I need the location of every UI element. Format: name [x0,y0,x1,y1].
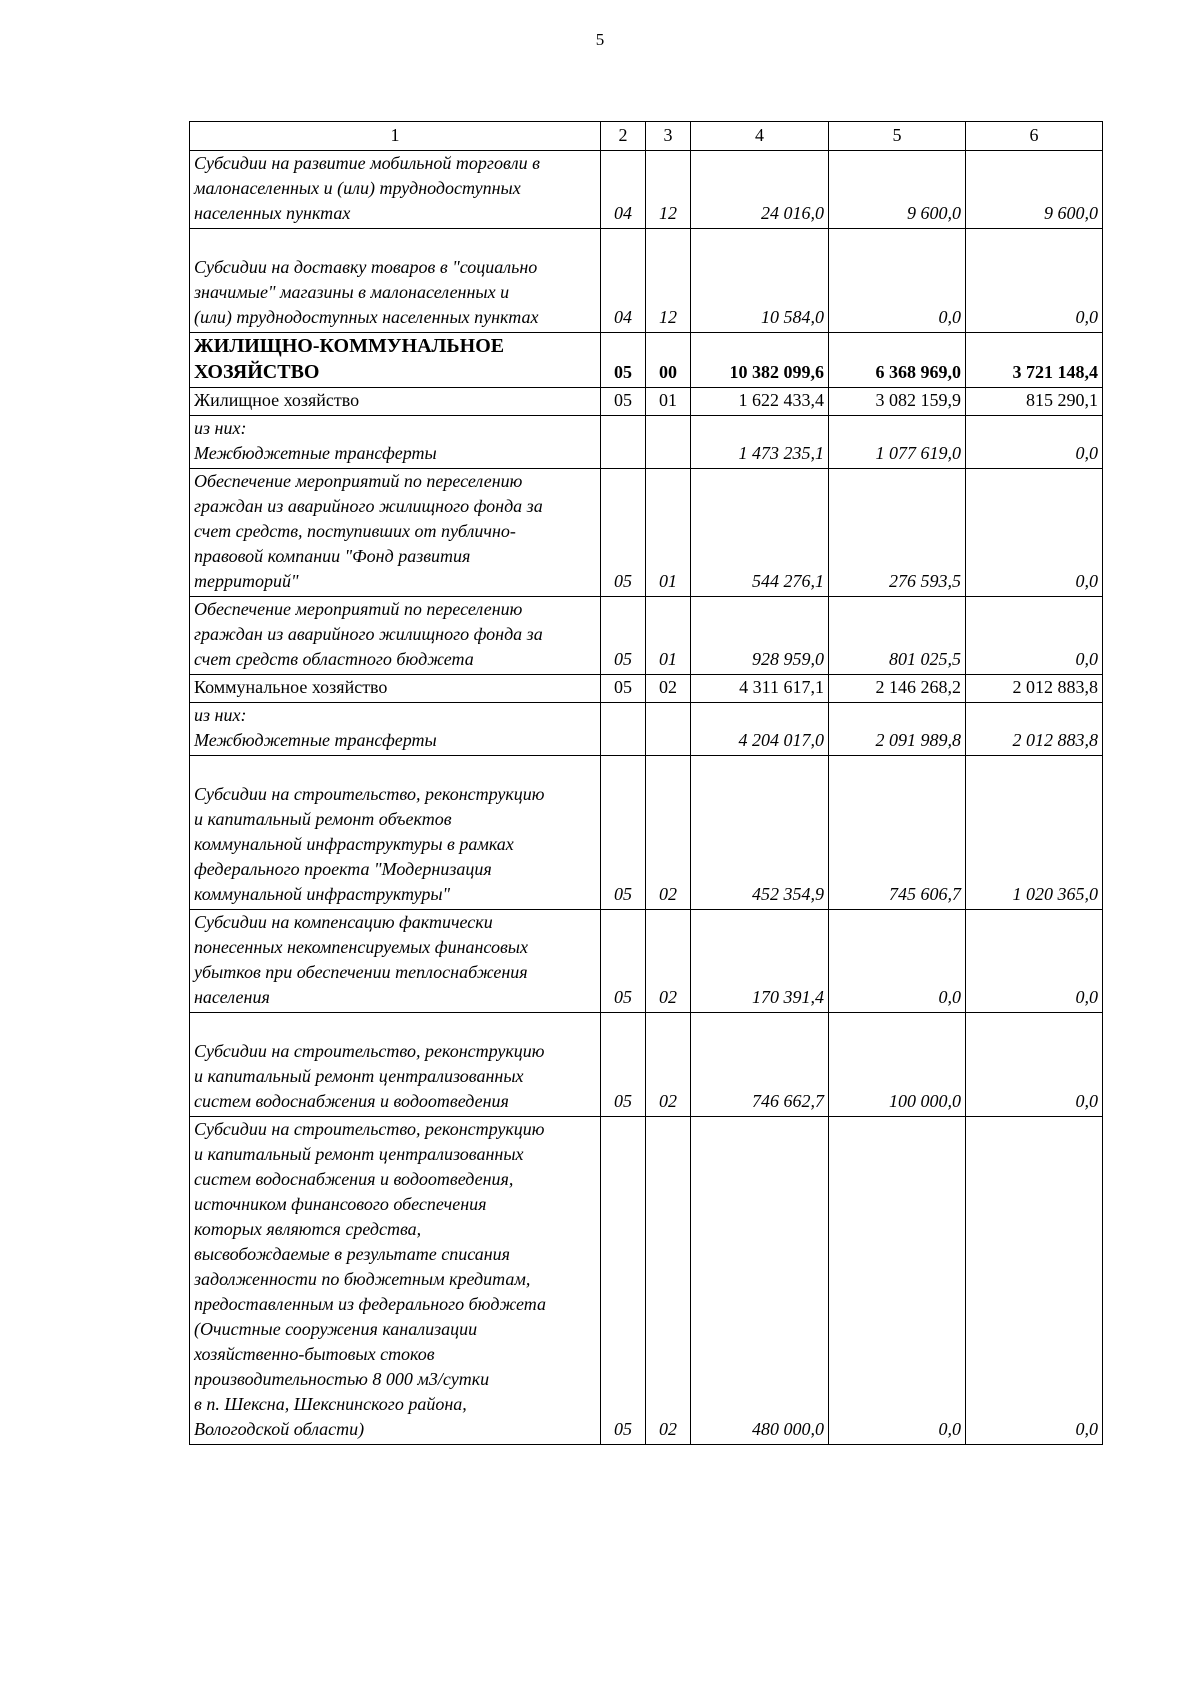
section-code-cell: 05 [601,469,646,597]
value-cell: 2 012 883,8 [966,703,1103,756]
row-name-line: ХОЗЯЙСТВО [194,361,320,383]
subsection-code-cell: 12 [646,151,691,229]
value-cell: 2 091 989,8 [829,703,966,756]
value-cell: 1 622 433,4 [691,388,829,416]
section-code-cell [601,416,646,469]
subsection-code-cell: 02 [646,910,691,1013]
value-cell: 24 016,0 [691,151,829,229]
value-cell: 2 146 268,2 [829,675,966,703]
value-cell: 0,0 [829,1117,966,1445]
row-name-line: Межбюджетные трансферты [194,443,437,463]
row-name-line: малонаселенных и (или) труднодоступных [194,178,521,198]
table-row [190,703,1103,756]
section-code-cell: 05 [601,756,646,910]
value-cell: 0,0 [829,910,966,1013]
row-name-line: в п. Шексна, Шекснинского района, [194,1394,467,1414]
value-cell: 0,0 [966,416,1103,469]
table-row [190,756,1103,910]
header-cell: 5 [829,122,966,151]
row-name-line: и капитальный ремонт централизованных [194,1144,524,1164]
value-cell: 1 077 619,0 [829,416,966,469]
subsection-code-cell: 01 [646,388,691,416]
row-name-line: Обеспечение мероприятий по переселению [194,471,523,491]
value-cell: 10 584,0 [691,229,829,333]
row-name-line: ЖИЛИЩНО-КОММУНАЛЬНОЕ [194,335,505,357]
table-row [190,597,1103,675]
section-code-cell: 05 [601,1013,646,1117]
row-name-line: Субсидии на строительство, реконструкцию [194,784,545,804]
row-name-line: предоставленным из федерального бюджета [194,1294,546,1314]
row-name-line: счет средств областного бюджета [194,649,474,669]
value-cell: 3 721 148,4 [966,333,1103,388]
value-cell: 0,0 [966,229,1103,333]
row-name-line: Вологодской области) [194,1419,365,1439]
subsection-code-cell: 02 [646,1013,691,1117]
subsection-code-cell: 02 [646,756,691,910]
value-cell: 10 382 099,6 [691,333,829,388]
value-cell: 3 082 159,9 [829,388,966,416]
subsection-code-cell [646,416,691,469]
value-cell: 480 000,0 [691,1117,829,1445]
table-row [190,675,1103,703]
table-row [190,910,1103,1013]
value-cell: 746 662,7 [691,1013,829,1117]
row-name-line: и капитальный ремонт объектов [194,809,452,829]
row-name-line: граждан из аварийного жилищного фонда за [194,496,543,516]
value-cell: 100 000,0 [829,1013,966,1117]
row-name-line: из них: [194,418,247,438]
row-name-cell [190,597,601,675]
section-code-cell: 05 [601,1117,646,1445]
table-row [190,388,1103,416]
row-name-line: систем водоснабжения и водоотведения [194,1091,509,1111]
header-cell: 6 [966,122,1103,151]
value-cell: 0,0 [966,597,1103,675]
header-cell: 2 [601,122,646,151]
value-cell: 6 368 969,0 [829,333,966,388]
row-name-cell [190,416,601,469]
row-name-line: Субсидии на строительство, реконструкцию [194,1041,545,1061]
section-code-cell: 05 [601,333,646,388]
subsection-code-cell: 01 [646,597,691,675]
value-cell: 0,0 [829,229,966,333]
row-name-line: коммунальной инфраструктуры" [194,884,451,904]
value-cell: 9 600,0 [829,151,966,229]
row-name-cell [190,151,601,229]
value-cell: 745 606,7 [829,756,966,910]
row-name-line: производительностью 8 000 м3/сутки [194,1369,490,1389]
table-row [190,229,1103,333]
page-number: 5 [595,30,605,49]
value-cell: 801 025,5 [829,597,966,675]
row-name-line: федерального проекта "Модернизация [194,859,492,879]
section-code-cell: 04 [601,151,646,229]
row-name-cell [190,333,601,388]
table-row [190,469,1103,597]
row-name-line: населения [194,987,270,1007]
row-name-cell [190,229,601,333]
header-cell: 4 [691,122,829,151]
section-code-cell [601,703,646,756]
value-cell: 276 593,5 [829,469,966,597]
value-cell: 170 391,4 [691,910,829,1013]
row-name-line: Жилищное хозяйство [194,390,360,410]
table-row [190,151,1103,229]
row-name-line: систем водоснабжения и водоотведения, [194,1169,514,1189]
row-name-cell [190,469,601,597]
header-row [190,122,1103,151]
header-cell: 1 [190,122,601,151]
row-name-cell [190,388,601,416]
row-name-line: высвобождаемые в результате списания [194,1244,511,1264]
value-cell: 1 020 365,0 [966,756,1103,910]
section-code-cell: 05 [601,597,646,675]
row-name-line: Коммунальное хозяйство [194,677,388,697]
row-name-line: источником финансового обеспечения [194,1194,487,1214]
value-cell: 452 354,9 [691,756,829,910]
value-cell: 0,0 [966,469,1103,597]
row-name-line: Субсидии на доставку товаров в "социально [194,257,538,277]
row-name-line: счет средств, поступивших от публично- [194,521,516,541]
value-cell: 544 276,1 [691,469,829,597]
value-cell: 0,0 [966,910,1103,1013]
subsection-code-cell: 01 [646,469,691,597]
row-name-line: понесенных некомпенсируемых финансовых [194,937,528,957]
value-cell: 0,0 [966,1117,1103,1445]
row-name-line: из них: [194,705,247,725]
row-name-line: Обеспечение мероприятий по переселению [194,599,523,619]
row-name-cell [190,756,601,910]
row-name-line: Субсидии на строительство, реконструкцию [194,1119,545,1139]
row-name-line: населенных пунктах [194,203,351,223]
value-cell: 0,0 [966,1013,1103,1117]
value-cell: 1 473 235,1 [691,416,829,469]
value-cell: 9 600,0 [966,151,1103,229]
budget-table [189,121,1103,1445]
row-name-line: (Очистные сооружения канализации [194,1319,478,1339]
row-name-line: Межбюджетные трансферты [194,730,437,750]
row-name-cell [190,1013,601,1117]
row-name-line: и капитальный ремонт централизованных [194,1066,524,1086]
section-code-cell: 05 [601,910,646,1013]
row-name-line: задолженности по бюджетным кредитам, [194,1269,531,1289]
value-cell: 4 311 617,1 [691,675,829,703]
value-cell: 815 290,1 [966,388,1103,416]
subsection-code-cell: 12 [646,229,691,333]
table-row [190,1013,1103,1117]
row-name-line: убытков при обеспечении теплоснабжения [194,962,528,982]
row-name-line: (или) труднодоступных населенных пунктах [194,307,539,327]
row-name-cell [190,675,601,703]
row-name-cell [190,910,601,1013]
row-name-cell [190,1117,601,1445]
section-code-cell: 05 [601,675,646,703]
row-name-line: значимые" магазины в малонаселенных и [194,282,510,302]
section-code-cell: 05 [601,388,646,416]
row-name-line: которых являются средства, [194,1219,422,1239]
value-cell: 4 204 017,0 [691,703,829,756]
header-cell: 3 [646,122,691,151]
subsection-code-cell: 00 [646,333,691,388]
row-name-line: граждан из аварийного жилищного фонда за [194,624,543,644]
subsection-code-cell [646,703,691,756]
value-cell: 2 012 883,8 [966,675,1103,703]
subsection-code-cell: 02 [646,1117,691,1445]
row-name-line: Субсидии на развитие мобильной торговли в [194,153,540,173]
section-code-cell: 04 [601,229,646,333]
row-name-line: хозяйственно-бытовых стоков [194,1344,435,1364]
value-cell: 928 959,0 [691,597,829,675]
table-row [190,1117,1103,1445]
row-name-cell [190,703,601,756]
table-row [190,416,1103,469]
row-name-line: территорий" [194,571,299,591]
table-row [190,333,1103,388]
subsection-code-cell: 02 [646,675,691,703]
row-name-line: Субсидии на компенсацию фактически [194,912,493,932]
row-name-line: коммунальной инфраструктуры в рамках [194,834,514,854]
row-name-line: правовой компании "Фонд развития [194,546,471,566]
